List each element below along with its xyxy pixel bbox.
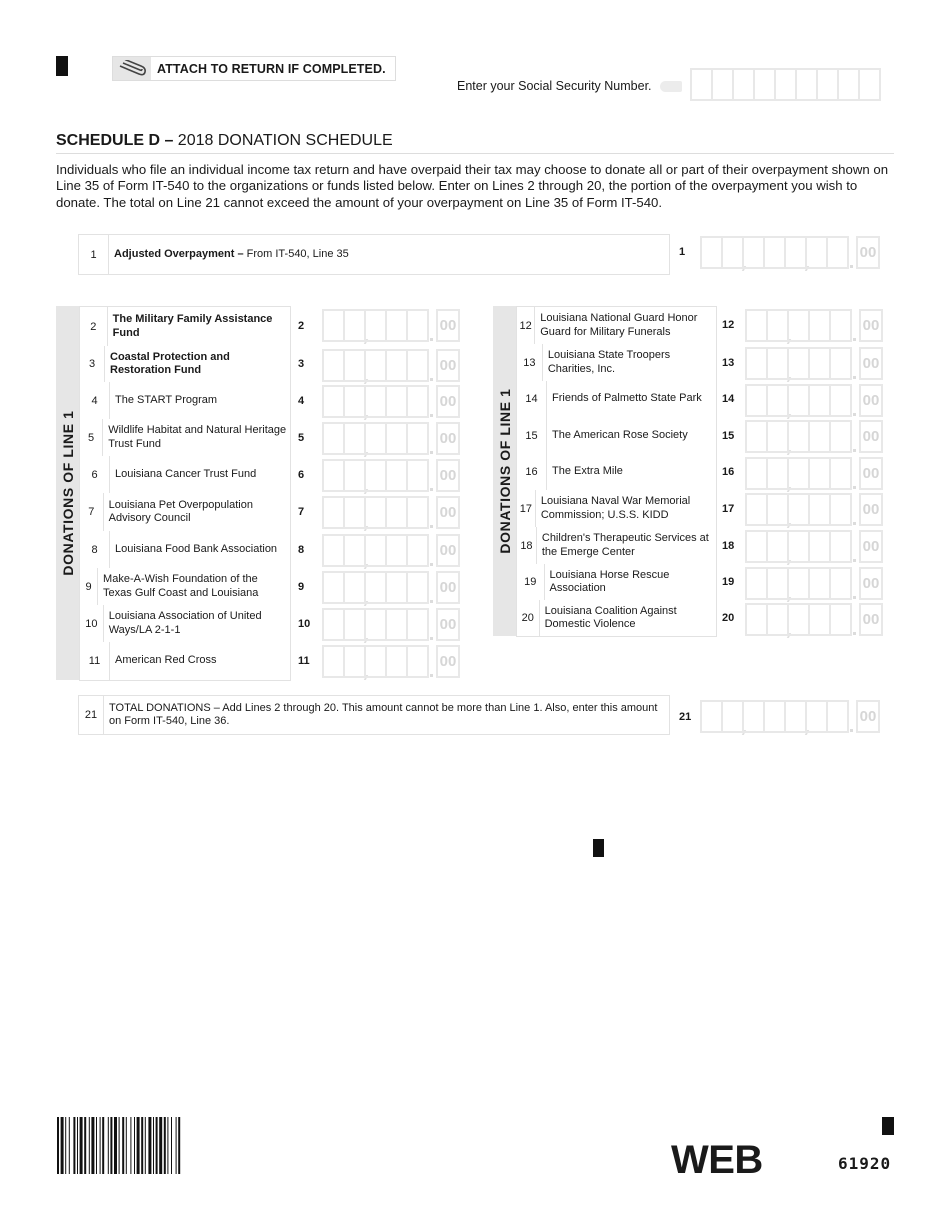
pointing-arrow-icon	[660, 81, 682, 92]
line-label: 8	[298, 543, 305, 556]
line-label: 12	[722, 319, 735, 331]
amount-input[interactable]	[322, 422, 460, 455]
donation-row	[79, 493, 291, 532]
cents-field: 00	[436, 645, 460, 678]
sidebar-label: DONATIONS OF LINE 1	[59, 410, 76, 576]
organization-name: Louisiana Coalition Against Domestic Violence	[544, 604, 677, 630]
donation-row	[79, 605, 291, 643]
donation-row	[516, 600, 717, 637]
cents-field: 00	[859, 493, 883, 526]
line-label: 10	[298, 617, 311, 630]
schedule-title	[56, 132, 894, 154]
line-label: 19	[722, 576, 735, 588]
amount-input[interactable]	[322, 309, 460, 342]
organization-name: Coastal Protection and Restoration Fund	[110, 350, 230, 376]
line-label: 21	[679, 711, 692, 723]
organization-name: Louisiana National Guard Honor Guard for Military Funerals	[540, 312, 698, 338]
organization-name: The START Program	[115, 393, 218, 406]
line-description	[109, 248, 353, 262]
organization-name: Children's Therapeutic Services at the Emerge Center	[541, 532, 709, 558]
line-label: 4	[298, 394, 305, 407]
line-number: 15	[517, 417, 547, 454]
amount-input[interactable]	[700, 236, 880, 269]
cents-field: 00	[859, 457, 883, 490]
donation-row	[79, 306, 291, 347]
line-number: 11	[80, 642, 110, 680]
line-number: 10	[80, 605, 104, 642]
registration-mark	[56, 56, 68, 76]
line-number: 12	[517, 307, 535, 344]
cents-field: 00	[859, 384, 883, 417]
attach-note	[112, 56, 396, 81]
line-number: 8	[80, 531, 110, 568]
line-label: 3	[298, 358, 305, 370]
amount-input[interactable]	[745, 457, 883, 490]
sidebar-label: DONATIONS OF LINE 1	[496, 388, 513, 554]
line-label: 14	[722, 393, 735, 405]
line-number: 4	[80, 382, 110, 419]
attach-note-text: ATTACH TO RETURN IF COMPLETED.	[157, 61, 386, 76]
line-1-row	[78, 234, 670, 275]
cents-field: 00	[859, 420, 883, 453]
organization-name: Louisiana State Troopers Charities, Inc.	[547, 349, 671, 375]
amount-input[interactable]	[745, 347, 883, 380]
schedule-title-bold: SCHEDULE D –	[56, 132, 174, 149]
line-number: 5	[80, 419, 103, 456]
cents-field: 00	[856, 236, 880, 269]
line-description: TOTAL DONATIONS – Add Lines 2 through 20. This amount cannot be more than Line 1. Also, enter this amount on Form IT-540, Line 36.	[109, 701, 658, 727]
schedule-title-rest: 2018 DONATION SCHEDULE	[173, 132, 393, 149]
amount-input[interactable]	[745, 384, 883, 417]
line-label: 15	[722, 429, 735, 442]
amount-input[interactable]	[745, 530, 883, 563]
donation-row	[79, 642, 291, 681]
registration-mark	[593, 839, 604, 857]
organization-name: Wildlife Habitat and Natural Heritage Trust Fund	[108, 424, 287, 450]
line-number: 17	[517, 490, 536, 527]
line-number: 19	[517, 564, 545, 600]
cents-field: 00	[436, 422, 460, 455]
amount-input[interactable]	[322, 349, 460, 382]
organization-name: Louisiana Pet Overpopulation Advisory Council	[108, 498, 253, 524]
line-number: 1	[79, 235, 109, 274]
line-number: 20	[517, 600, 540, 636]
line-number: 18	[517, 527, 537, 564]
cents-field: 00	[436, 571, 460, 604]
line-label: 18	[722, 539, 735, 552]
line-label: 11	[298, 655, 310, 667]
line-label: 1	[679, 246, 686, 258]
organization-name: Louisiana Association of United Ways/LA 2-1-1	[108, 610, 262, 636]
cents-field: 00	[859, 603, 883, 636]
line-number: 6	[80, 456, 110, 493]
donation-row	[79, 419, 291, 457]
line-label: 5	[298, 431, 305, 444]
form-number: 61920	[838, 1154, 892, 1173]
line-label: 6	[298, 468, 305, 481]
cents-field: 00	[436, 309, 460, 342]
registration-mark	[882, 1117, 894, 1135]
donation-row	[516, 527, 717, 565]
cents-field: 00	[859, 530, 883, 563]
amount-input[interactable]	[700, 700, 880, 733]
amount-input[interactable]	[322, 645, 460, 678]
donation-row	[516, 490, 717, 528]
cents-field: 00	[436, 496, 460, 529]
organization-name: The American Rose Society	[552, 428, 688, 441]
line-number: 2	[80, 307, 108, 346]
line-number: 9	[80, 568, 98, 605]
cents-field: 00	[856, 700, 880, 733]
line-number: 13	[517, 344, 543, 381]
cents-field: 00	[859, 567, 883, 600]
donation-row	[516, 306, 717, 345]
line-description-bold: Adjusted Overpayment –	[114, 247, 244, 260]
instructions-paragraph: Individuals who file an individual income tax return and have overpaid their tax may choose to donate all or part of their overpayment shown on Line 35 of Form IT-540 to the organizations or funds listed below. Enter on Lines 2 through 20, the portion of the overpayment you wish to donate. The total on Line 21 cannot exceed the amount of your overpayment on Line 35 of Form IT-540.	[56, 162, 889, 210]
line-label: 20	[722, 612, 735, 624]
line-label: 16	[722, 466, 735, 478]
donation-row	[516, 454, 717, 491]
line-label: 9	[298, 580, 305, 593]
web-label: WEB	[671, 1138, 763, 1182]
ssn-label: Enter your Social Security Number.	[457, 79, 652, 93]
organization-name: The Extra Mile	[552, 465, 623, 478]
organization-name: Louisiana Food Bank Association	[115, 542, 278, 555]
amount-input[interactable]	[322, 459, 460, 492]
donations-sidebar-left	[56, 306, 79, 680]
donation-row	[79, 346, 291, 383]
line-label: 17	[722, 502, 735, 515]
cents-field: 00	[436, 608, 460, 641]
organization-name: Louisiana Naval War Memorial Commission; U.S.S. KIDD	[540, 495, 691, 521]
donation-row	[79, 382, 291, 420]
organization-name: The Military Family Assistance Fund	[112, 313, 273, 339]
cents-field: 00	[436, 349, 460, 382]
cents-field: 00	[859, 347, 883, 380]
organization-name: Louisiana Horse Rescue Association	[549, 568, 670, 594]
donation-row	[516, 564, 717, 601]
amount-input[interactable]	[745, 420, 883, 453]
amount-input[interactable]	[745, 493, 883, 526]
line-label: 13	[722, 356, 735, 369]
line-number: 3	[80, 346, 105, 382]
line-description-rest: From IT-540, Line 35	[243, 247, 349, 260]
donation-row	[79, 568, 291, 606]
barcode-image	[57, 1117, 229, 1174]
amount-input[interactable]	[745, 309, 883, 342]
line-label: 7	[298, 506, 305, 518]
amount-input[interactable]	[322, 534, 460, 567]
line-number: 14	[517, 381, 547, 417]
cents-field: 00	[859, 309, 883, 342]
line-number: 7	[80, 493, 104, 531]
donation-row	[516, 381, 717, 418]
line-number: 21	[79, 696, 104, 734]
cents-field: 00	[436, 459, 460, 492]
organization-name: Friends of Palmetto State Park	[552, 392, 702, 405]
line-number: 16	[517, 454, 547, 490]
amount-input[interactable]	[322, 571, 460, 604]
amount-input[interactable]	[745, 567, 883, 600]
organization-name: American Red Cross	[115, 654, 217, 667]
amount-input[interactable]	[322, 385, 460, 418]
donation-row	[79, 531, 291, 569]
organization-name: Louisiana Cancer Trust Fund	[115, 467, 257, 480]
amount-input[interactable]	[322, 608, 460, 641]
amount-input[interactable]	[322, 496, 460, 529]
paperclip-icon	[113, 57, 151, 80]
donations-sidebar-right	[493, 306, 516, 636]
donation-row	[516, 344, 717, 382]
donation-row	[79, 456, 291, 494]
line-label: 2	[298, 320, 305, 332]
ssn-input[interactable]	[690, 68, 879, 101]
cents-field: 00	[436, 385, 460, 418]
line-21-row	[78, 695, 670, 735]
amount-input[interactable]	[745, 603, 883, 636]
cents-field: 00	[436, 534, 460, 567]
donation-row	[516, 417, 717, 455]
organization-name: Make-A-Wish Foundation of the Texas Gulf Coast and Louisiana	[103, 573, 259, 599]
